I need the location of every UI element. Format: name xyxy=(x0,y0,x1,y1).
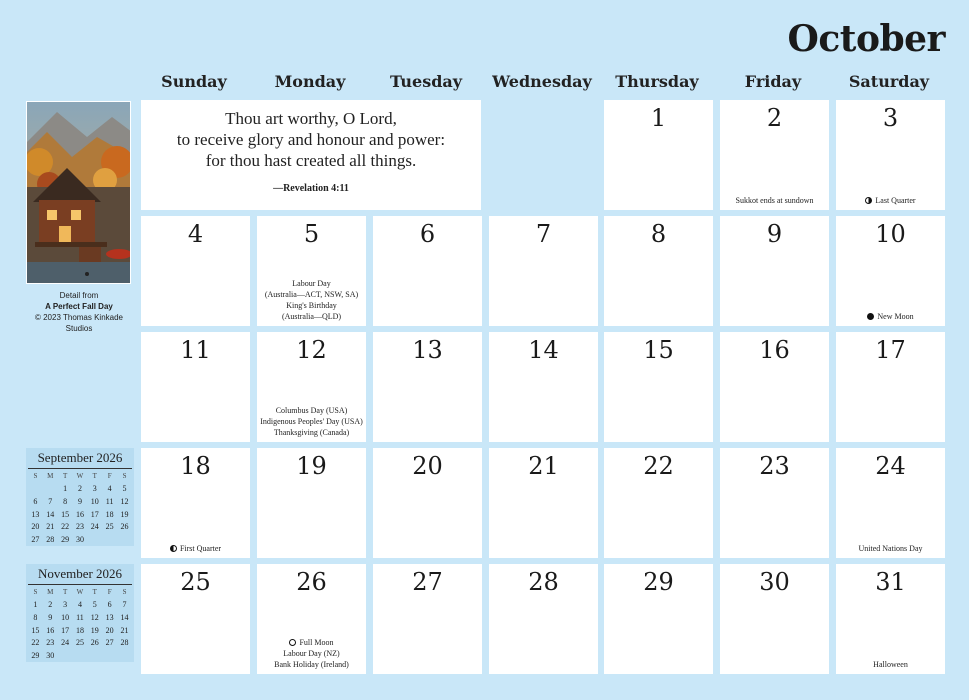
mini-calendar-day: 18 xyxy=(105,509,114,519)
mini-calendar-day: 30 xyxy=(75,534,84,544)
mini-calendar-day: 15 xyxy=(61,509,70,519)
mini-calendar-day: 4 xyxy=(77,600,82,610)
mini-calendar-day: 26 xyxy=(120,522,129,532)
day-number: 8 xyxy=(650,220,667,248)
mini-calendar-day: 13 xyxy=(105,612,114,622)
mini-calendar-day: 28 xyxy=(46,534,55,544)
mini-calendar-day xyxy=(43,483,58,496)
mini-calendar-table xyxy=(28,470,132,546)
mini-calendar-week xyxy=(28,483,132,496)
mini-calendar-day: 1 xyxy=(33,600,38,610)
mini-weekday-label: T xyxy=(62,588,68,597)
event-text: New Moon xyxy=(877,312,914,321)
day-cell xyxy=(141,564,250,674)
day-events xyxy=(838,195,943,206)
day-number: 30 xyxy=(759,568,790,596)
quote-line: to receive glory and honour and power: xyxy=(176,130,446,149)
event-line xyxy=(259,416,364,427)
mini-calendar-day: 27 xyxy=(31,534,40,544)
mini-calendar-day: 16 xyxy=(46,625,55,635)
mini-calendar-day: 16 xyxy=(75,509,84,519)
mini-calendar-weekdays xyxy=(28,470,132,483)
mini-calendar-day: 24 xyxy=(61,638,70,648)
painting-image xyxy=(26,101,131,284)
event-text: Columbus Day (USA) xyxy=(275,406,348,415)
mini-weekday-label: T xyxy=(62,472,68,481)
weekday-header-friday: Friday xyxy=(744,72,802,91)
day-cell xyxy=(604,448,713,558)
day-cell xyxy=(720,448,829,558)
day-cell xyxy=(604,332,713,442)
mini-calendar-day: 7 xyxy=(48,496,53,506)
day-cell xyxy=(720,564,829,674)
mini-calendar-day: 1 xyxy=(63,484,68,494)
day-events xyxy=(259,278,364,322)
mini-calendar-table xyxy=(28,586,132,662)
mini-calendar-day xyxy=(87,533,102,546)
day-number: 27 xyxy=(412,568,443,596)
painting-caption xyxy=(20,290,138,334)
mini-weekday-label: W xyxy=(76,472,84,481)
day-number: 6 xyxy=(419,220,436,248)
day-number: 12 xyxy=(296,336,327,364)
day-cell xyxy=(720,100,829,210)
mini-calendar-day: 19 xyxy=(90,625,99,635)
mini-calendar-day: 8 xyxy=(33,612,38,622)
day-cell xyxy=(257,332,366,442)
day-number: 31 xyxy=(875,568,906,596)
mini-calendar-day: 27 xyxy=(105,638,114,648)
day-cell xyxy=(720,216,829,326)
day-cell xyxy=(257,564,366,674)
mini-calendar-title: November 2026 xyxy=(28,566,132,585)
day-cell xyxy=(373,564,482,674)
day-number: 20 xyxy=(412,452,443,480)
day-number: 25 xyxy=(180,568,211,596)
mini-calendar-day: 21 xyxy=(120,625,129,635)
weekday-header-thursday: Thursday xyxy=(615,72,699,91)
day-cell xyxy=(373,332,482,442)
mini-calendar-next xyxy=(26,564,134,662)
mini-calendar-day xyxy=(117,533,132,546)
day-number: 11 xyxy=(180,336,211,364)
painting-illustration xyxy=(27,102,131,284)
mini-calendar-week xyxy=(28,599,132,612)
painting-title: A Perfect Fall Day xyxy=(45,302,113,311)
day-number: 5 xyxy=(303,220,320,248)
quote-line: Thou art worthy, O Lord, xyxy=(225,109,397,128)
day-events xyxy=(722,195,827,206)
day-cell xyxy=(373,448,482,558)
day-cell xyxy=(489,564,598,674)
event-line xyxy=(722,195,827,206)
event-text: Labour Day xyxy=(292,279,331,288)
day-number: 28 xyxy=(528,568,559,596)
day-number: 9 xyxy=(766,220,783,248)
mini-calendar-day: 23 xyxy=(75,522,84,532)
day-number: 14 xyxy=(528,336,559,364)
mini-calendar-day: 17 xyxy=(90,509,99,519)
day-cell xyxy=(489,332,598,442)
mini-weekday-label: M xyxy=(47,588,54,597)
day-number: 4 xyxy=(187,220,204,248)
day-events xyxy=(259,637,364,670)
quote-reference: —Revelation 4:11 xyxy=(273,183,349,194)
mini-calendar-day: 3 xyxy=(63,600,68,610)
day-cell xyxy=(836,332,945,442)
mini-calendar-day: 28 xyxy=(120,638,129,648)
event-line xyxy=(259,278,364,289)
event-line xyxy=(259,289,364,300)
full-moon-icon xyxy=(289,639,296,646)
day-number: 19 xyxy=(296,452,327,480)
event-line xyxy=(838,311,943,322)
day-number: 24 xyxy=(875,452,906,480)
mini-calendar-day: 23 xyxy=(46,638,55,648)
mini-calendar-day: 9 xyxy=(48,612,53,622)
mini-calendar-day: 29 xyxy=(31,650,40,660)
day-cell xyxy=(836,564,945,674)
day-number: 3 xyxy=(882,104,899,132)
mini-calendar-day: 18 xyxy=(75,625,84,635)
quote-text xyxy=(141,108,481,171)
day-cell xyxy=(257,448,366,558)
day-number: 29 xyxy=(643,568,674,596)
mini-calendar-day: 14 xyxy=(120,612,129,622)
event-line xyxy=(259,311,364,322)
day-events xyxy=(143,543,248,554)
mini-calendar-day xyxy=(102,649,117,662)
mini-weekday-label: M xyxy=(47,472,54,481)
weekday-header-wednesday: Wednesday xyxy=(492,72,592,91)
mini-calendar-week xyxy=(28,624,132,637)
mini-calendar-day xyxy=(28,483,43,496)
scripture-quote-box xyxy=(141,100,481,210)
event-line xyxy=(259,648,364,659)
mini-calendar-day xyxy=(73,649,88,662)
day-cell xyxy=(836,100,945,210)
day-number: 18 xyxy=(180,452,211,480)
event-line xyxy=(838,543,943,554)
mini-calendar-day: 13 xyxy=(31,509,40,519)
day-cell xyxy=(604,100,713,210)
day-cell xyxy=(604,216,713,326)
event-text: (Australia—QLD) xyxy=(281,312,342,321)
day-cell xyxy=(141,448,250,558)
event-text: Labour Day (NZ) xyxy=(283,649,340,658)
mini-calendar-day: 20 xyxy=(31,522,40,532)
mini-calendar-week xyxy=(28,520,132,533)
mini-calendar-week xyxy=(28,508,132,521)
mini-calendar-day xyxy=(58,649,73,662)
event-text: Bank Holiday (Ireland) xyxy=(274,660,349,669)
copyright-line: © 2023 Thomas Kinkade xyxy=(34,313,124,322)
month-title: October xyxy=(787,18,945,60)
mini-calendar-day: 10 xyxy=(90,496,99,506)
day-events xyxy=(838,311,943,322)
mini-weekday-label: S xyxy=(33,588,38,597)
caption-line: Detail from xyxy=(59,291,99,300)
day-number: 7 xyxy=(535,220,552,248)
mini-calendar-day: 12 xyxy=(120,496,129,506)
mini-calendar-day xyxy=(117,649,132,662)
mini-calendar-day: 26 xyxy=(90,638,99,648)
day-number: 15 xyxy=(643,336,674,364)
day-number: 26 xyxy=(296,568,327,596)
mini-calendar-day: 22 xyxy=(31,638,40,648)
day-cell xyxy=(489,216,598,326)
event-line xyxy=(259,427,364,438)
mini-calendar-day xyxy=(102,533,117,546)
mini-calendar-day: 22 xyxy=(61,522,70,532)
mini-weekday-label: F xyxy=(107,588,112,597)
event-text: Thanksgiving (Canada) xyxy=(273,428,350,437)
mini-calendar-day: 12 xyxy=(90,612,99,622)
day-cell xyxy=(836,448,945,558)
mini-calendar-day: 5 xyxy=(92,600,97,610)
mini-weekday-label: S xyxy=(122,588,127,597)
event-text: First Quarter xyxy=(179,544,222,553)
mini-calendar-day: 15 xyxy=(31,625,40,635)
mini-calendar-day: 6 xyxy=(33,496,38,506)
mini-weekday-label: W xyxy=(76,588,84,597)
mini-calendar-title: September 2026 xyxy=(28,450,132,469)
event-line xyxy=(259,637,364,648)
mini-calendar-day: 29 xyxy=(61,534,70,544)
mini-calendar-day xyxy=(87,649,102,662)
event-line xyxy=(259,659,364,670)
mini-calendar-week xyxy=(28,495,132,508)
weekday-header-saturday: Saturday xyxy=(848,72,930,91)
mini-calendar-day: 30 xyxy=(46,650,55,660)
day-cell xyxy=(836,216,945,326)
event-line xyxy=(143,543,248,554)
day-number: 1 xyxy=(650,104,667,132)
event-text: Halloween xyxy=(873,660,908,669)
mini-calendar-day: 5 xyxy=(122,484,127,494)
mini-calendar-day: 25 xyxy=(75,638,84,648)
mini-calendar-day: 7 xyxy=(122,600,127,610)
mini-calendar-day: 17 xyxy=(61,625,70,635)
day-number: 22 xyxy=(643,452,674,480)
mini-weekday-label: S xyxy=(122,472,127,481)
mini-weekday-label: T xyxy=(92,588,97,597)
mini-calendar-day: 24 xyxy=(90,522,99,532)
event-text: Sukkot ends at sundown xyxy=(735,196,814,205)
mini-calendar-week xyxy=(28,611,132,624)
mini-calendar-week xyxy=(28,533,132,546)
day-cell xyxy=(373,216,482,326)
event-text: Last Quarter xyxy=(875,196,916,205)
event-line xyxy=(259,405,364,416)
day-cell xyxy=(720,332,829,442)
day-cell xyxy=(489,448,598,558)
mini-calendar-day: 6 xyxy=(107,600,112,610)
event-text: (Australia—ACT, NSW, SA) xyxy=(264,290,359,299)
mini-calendar-previous xyxy=(26,448,134,546)
day-number: 13 xyxy=(412,336,443,364)
mini-calendar-weekdays xyxy=(28,586,132,599)
last-moon-icon xyxy=(865,197,872,204)
mini-calendar-day: 2 xyxy=(77,484,82,494)
mini-weekday-label: S xyxy=(33,472,38,481)
day-cell xyxy=(604,564,713,674)
event-text: United Nations Day xyxy=(858,544,923,553)
day-number: 17 xyxy=(875,336,906,364)
day-number: 10 xyxy=(875,220,906,248)
day-events xyxy=(259,405,364,438)
mini-calendar-day: 9 xyxy=(77,496,82,506)
weekday-header-sunday: Sunday xyxy=(161,72,227,91)
mini-calendar-day: 21 xyxy=(46,522,55,532)
mini-calendar-day: 4 xyxy=(107,484,112,494)
mini-weekday-label: T xyxy=(92,472,97,481)
mini-calendar-day: 11 xyxy=(105,496,114,506)
event-line xyxy=(838,659,943,670)
day-number: 16 xyxy=(759,336,790,364)
quote-line: for thou hast created all things. xyxy=(205,151,417,170)
event-text: King's Birthday xyxy=(286,301,337,310)
day-number: 23 xyxy=(759,452,790,480)
mini-calendar-day: 19 xyxy=(120,509,129,519)
mini-calendar-day: 20 xyxy=(105,625,114,635)
mini-calendar-day: 3 xyxy=(92,484,97,494)
event-text: Indigenous Peoples' Day (USA) xyxy=(260,417,363,426)
mini-calendar-day: 14 xyxy=(46,509,55,519)
mini-calendar-day: 10 xyxy=(61,612,70,622)
event-text: Full Moon xyxy=(299,638,334,647)
mini-weekday-label: F xyxy=(107,472,112,481)
mini-calendar-day: 8 xyxy=(63,496,68,506)
day-events xyxy=(838,659,943,670)
caption-line: Studios xyxy=(65,324,93,333)
day-events xyxy=(838,543,943,554)
day-number: 2 xyxy=(766,104,783,132)
event-line xyxy=(838,195,943,206)
new-moon-icon xyxy=(867,313,874,320)
day-number: 21 xyxy=(528,452,559,480)
weekday-header-tuesday: Tuesday xyxy=(389,72,463,91)
mini-calendar-day: 11 xyxy=(76,612,84,622)
mini-calendar-week xyxy=(28,636,132,649)
mini-calendar-day: 25 xyxy=(105,522,114,532)
mini-calendar-day: 2 xyxy=(48,600,53,610)
day-cell xyxy=(257,216,366,326)
first-moon-icon xyxy=(170,545,177,552)
day-cell xyxy=(141,216,250,326)
weekday-header-monday: Monday xyxy=(274,72,346,91)
mini-calendar-week xyxy=(28,649,132,662)
day-cell xyxy=(141,332,250,442)
event-line xyxy=(259,300,364,311)
